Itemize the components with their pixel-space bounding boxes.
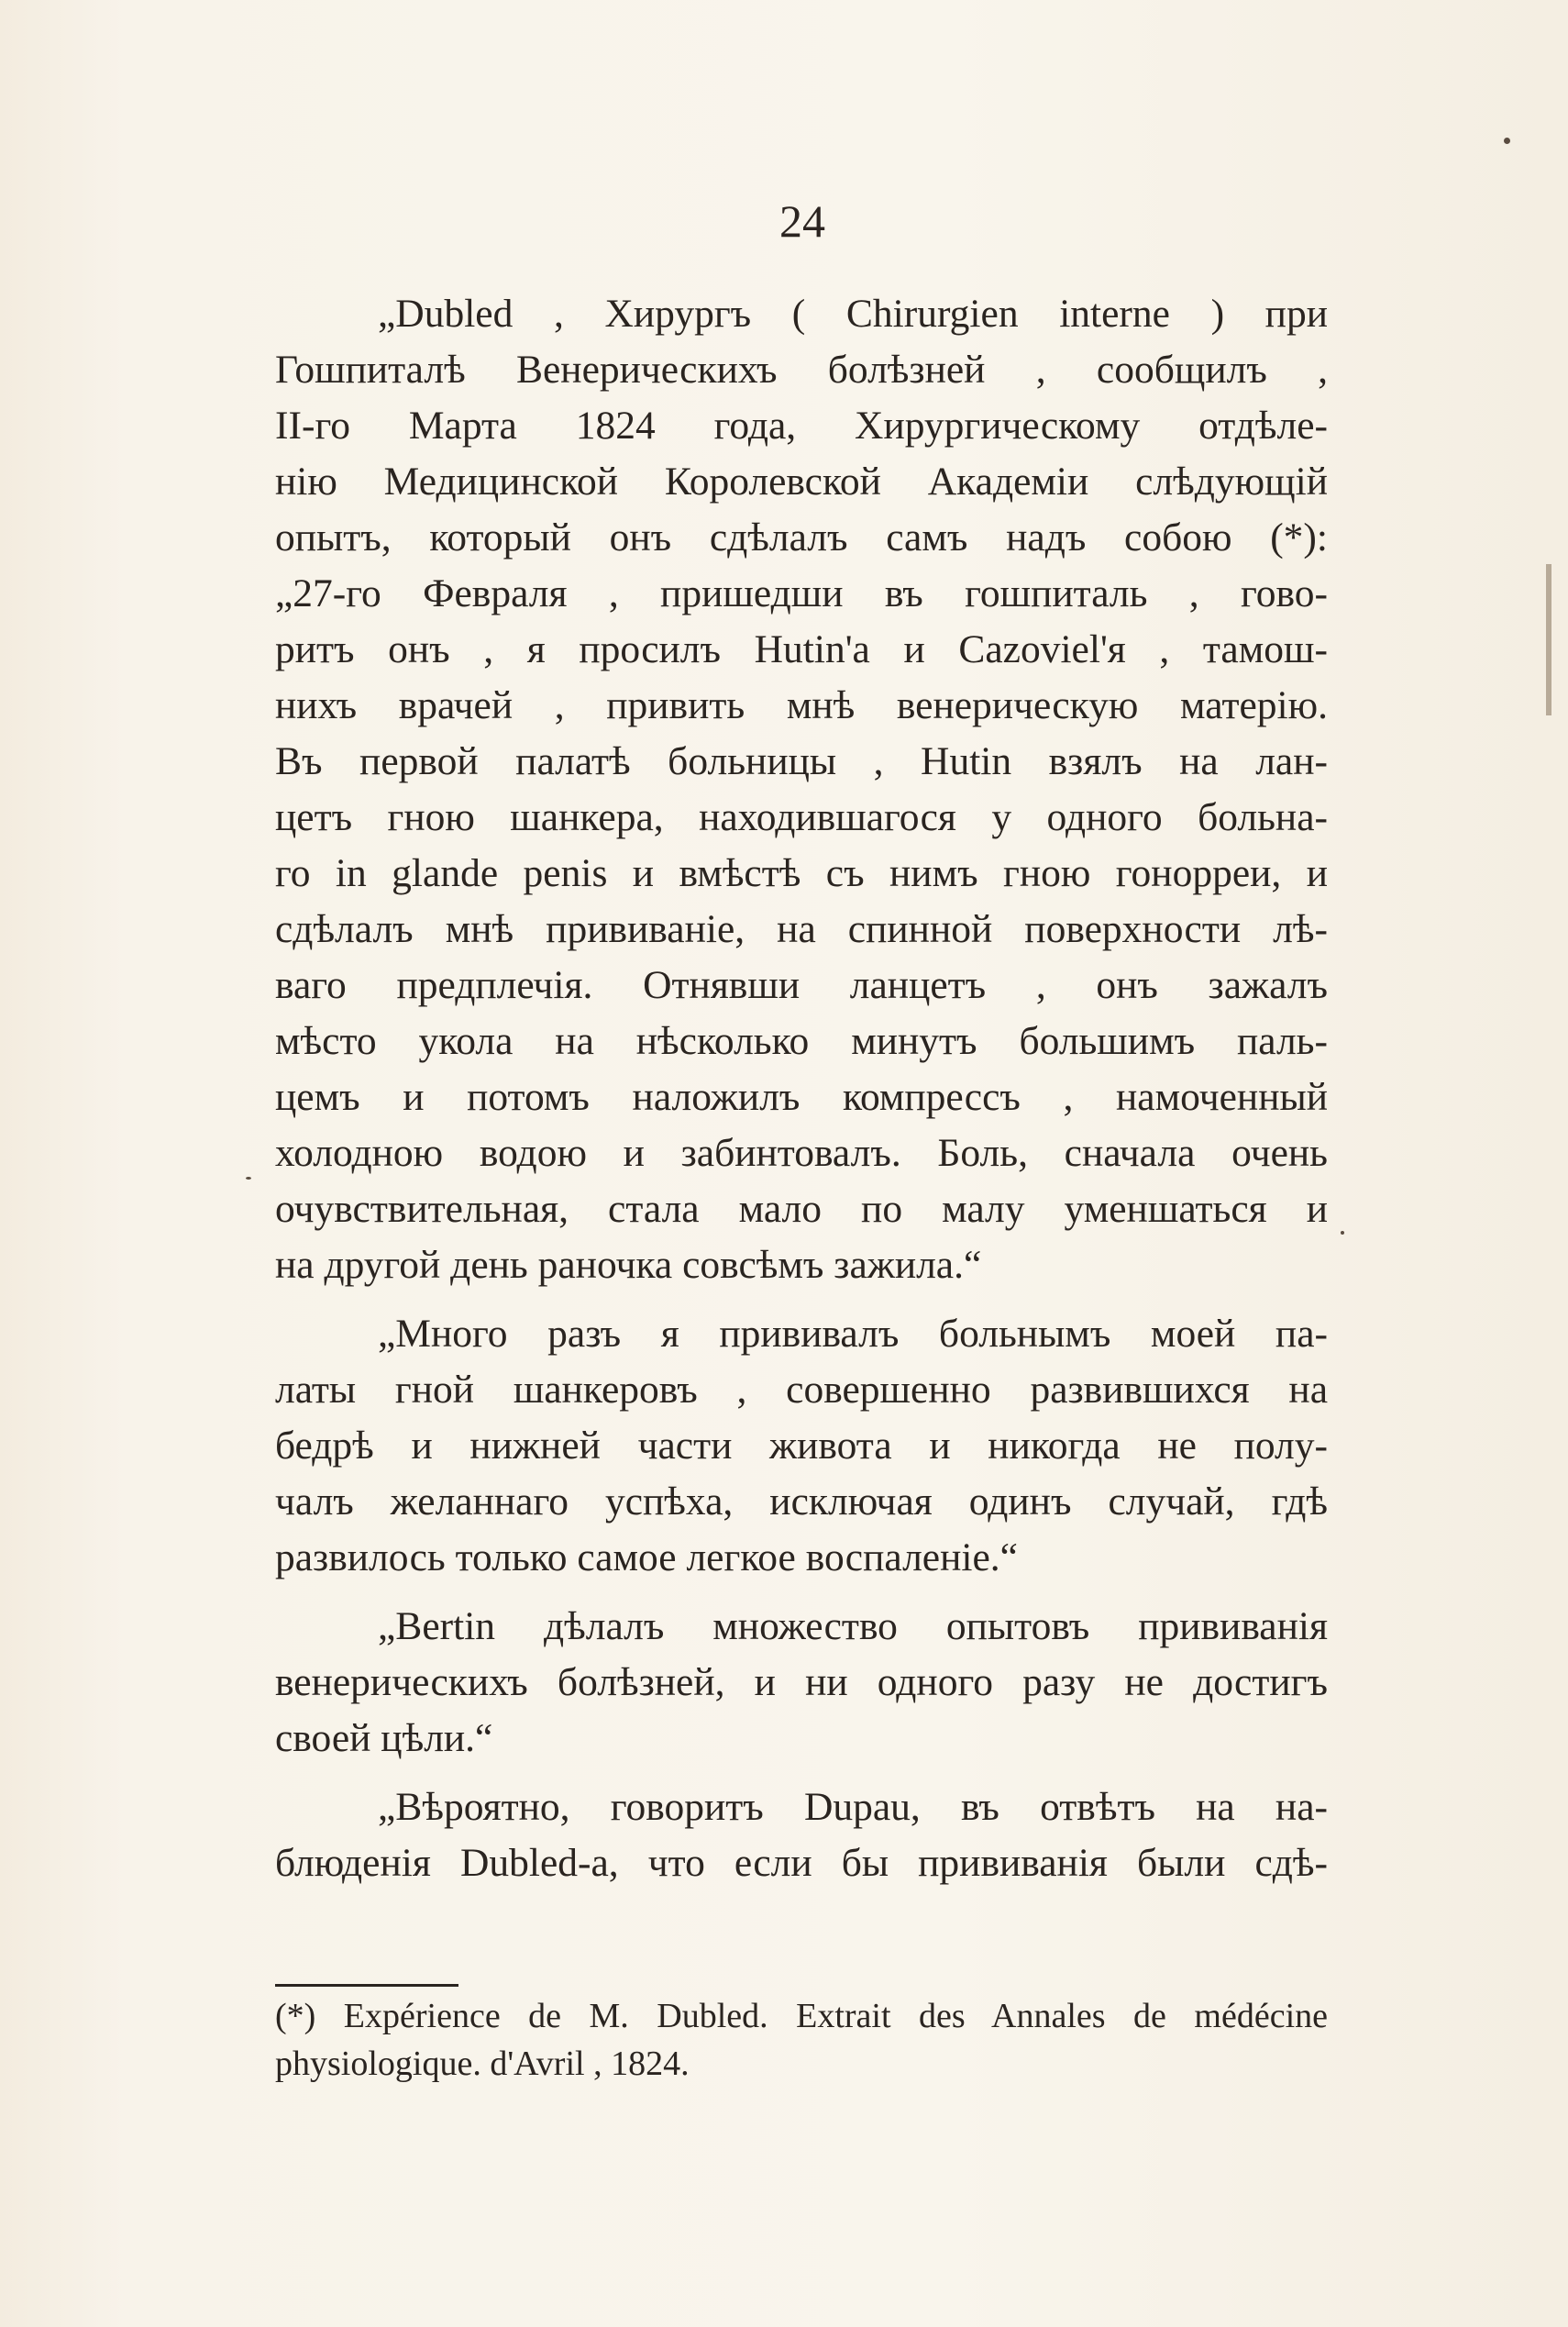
text-line: холодною водою и забинтовалъ. Боль, сначала очень: [275, 1131, 1328, 1175]
paragraph: [275, 1599, 1328, 1767]
text-line: нихъ врачей , привить мнѣ венерическую матерію.: [275, 683, 1328, 727]
text-line: нію Медицинской Королевской Академіи слѣдующій: [275, 460, 1328, 504]
text-line: латы гной шанкеровъ , совершенно развившихся на: [275, 1368, 1328, 1412]
text-line: го in glande penis и вмѣстѣ съ нимъ гною гонорреи, и: [275, 851, 1328, 895]
paragraph: [275, 286, 1328, 1293]
text-line: цемъ и потомъ наложилъ компрессъ , намоченный: [275, 1075, 1328, 1119]
text-line: своей цѣли.“: [275, 1716, 493, 1760]
footnote-separator: [275, 1984, 458, 1987]
text-line: мѣсто укола на нѣсколько минутъ большимъ паль-: [275, 1019, 1328, 1063]
paragraph: [275, 1306, 1328, 1586]
ink-speck: [246, 1177, 251, 1180]
text-line: венерическихъ болѣзней, и ни одного разу не достигъ: [275, 1660, 1328, 1704]
text-line: „Много разъ я прививалъ больнымъ моей па-: [378, 1312, 1328, 1356]
text-line: II-го Марта 1824 года, Хирургическому отдѣле-: [275, 404, 1328, 448]
text-line: цетъ гною шанкера, находившагося у одного больна-: [275, 795, 1328, 839]
ink-speck: [1341, 1231, 1344, 1235]
text-line: на другой день раночка совсѣмъ зажила.“: [275, 1243, 982, 1287]
footnote-line: (*) Expérience de M. Dubled. Extrait des Annales de médécine: [275, 1997, 1328, 2035]
footnote-line: physiologique. d'Avril , 1824.: [275, 2044, 690, 2083]
text-line: сдѣлалъ мнѣ прививаніе, на спинной поверхности лѣ-: [275, 907, 1328, 951]
text-line: „Bertin дѣлалъ множество опытовъ прививанія: [378, 1604, 1328, 1648]
page-edge-shadow: [1546, 564, 1551, 715]
text-line: блюденія Dubled-a, что если бы прививанія были сдѣ-: [275, 1841, 1328, 1885]
ink-speck: [1504, 138, 1510, 144]
text-line: опытъ, который онъ сдѣлалъ самъ надъ собою (*):: [275, 515, 1328, 560]
footnote: [275, 1992, 1328, 2088]
text-line: ритъ онъ , я просилъ Hutin'a и Cazoviel'я , тамош-: [275, 627, 1328, 671]
text-line: развилось только самое легкое воспаленіе.“: [275, 1535, 1018, 1579]
body-text: [275, 286, 1328, 1891]
text-line: ваго предплечія. Отнявши ланцетъ , онъ зажалъ: [275, 963, 1328, 1007]
text-line: „Вѣроятно, говоритъ Dupau, въ отвѣтъ на на-: [378, 1785, 1328, 1829]
text-line: чалъ желаннаго успѣха, исключая одинъ случай, гдѣ: [275, 1479, 1328, 1524]
text-line: Гошпиталѣ Венерическихъ болѣзней , сообщилъ ,: [275, 348, 1328, 392]
text-line: „Dubled , Хирургъ ( Chirurgien interne ) при: [378, 292, 1328, 336]
paragraph: [275, 1779, 1328, 1891]
text-line: бедрѣ и нижней части живота и никогда не полу-: [275, 1424, 1328, 1468]
text-line: Въ первой палатѣ больницы , Hutin взялъ на лан-: [275, 739, 1328, 783]
text-line: „27-го Февраля , пришедши въ гошпиталь , гово-: [275, 571, 1328, 615]
text-line: очувствительная, стала мало по малу уменшаться и: [275, 1187, 1328, 1231]
page-number: 24: [779, 195, 825, 247]
